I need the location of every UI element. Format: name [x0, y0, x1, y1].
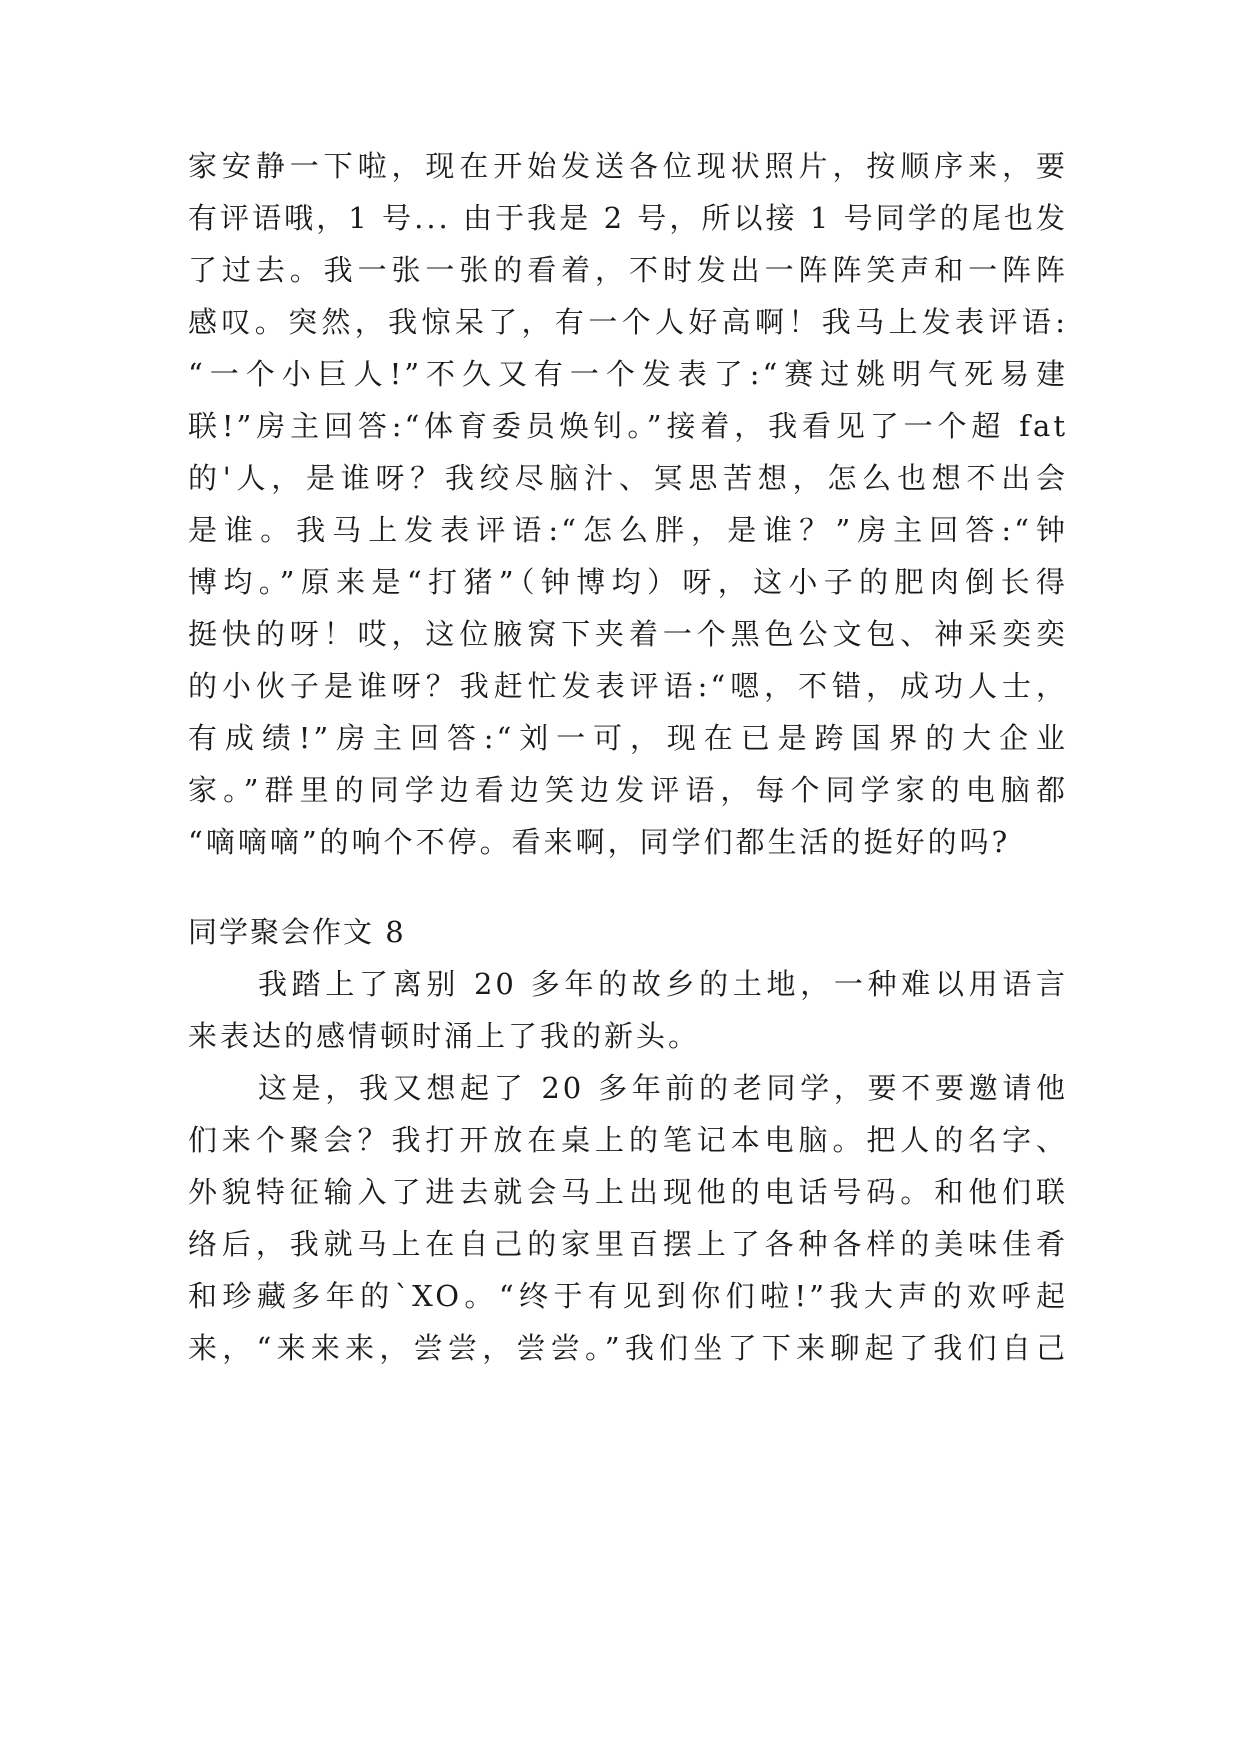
paragraph-1-line-7: 的'人，是谁呀？我绞尽脑汁、冥思苦想，怎么也想不出会 [188, 461, 1068, 495]
paragraph-3-line-4: 络后，我就马上在自己的家里百摆上了各种各样的美味佳肴 [188, 1227, 1068, 1261]
paragraph-1-line-10: 挺快的呀！哎，这位腋窝下夹着一个黑色公文包、神采奕奕 [188, 617, 1068, 651]
paragraph-1-line-3: 了过去。我一张一张的看着，不时发出一阵阵笑声和一阵阵 [188, 253, 1068, 287]
paragraph-1-line-6: 联!”房主回答:“体育委员焕钊。”接着，我看见了一个超 fat [188, 409, 1068, 443]
paragraph-1-line-4: 感叹。突然，我惊呆了，有一个人好高啊！我马上发表评语: [188, 305, 1068, 339]
paragraph-1-line-9: 博均。”原来是“打猪”（钟博均）呀，这小子的肥肉倒长得 [188, 565, 1068, 599]
paragraph-3-line-1: 这是，我又想起了 20 多年前的老同学，要不要邀请他 [258, 1071, 1068, 1105]
paragraph-3-line-5: 和珍藏多年的`XO。“终于有见到你们啦!”我大声的欢呼起 [188, 1279, 1068, 1313]
paragraph-1-line-12: 有成绩!”房主回答:“刘一可，现在已是跨国界的大企业 [188, 721, 1068, 755]
paragraph-1-line-2: 有评语哦，1 号... 由于我是 2 号，所以接 1 号同学的尾也发 [188, 201, 1068, 235]
paragraph-3-line-6: 来，“来来来，尝尝，尝尝。”我们坐了下来聊起了我们自己 [188, 1331, 1068, 1365]
paragraph-1-line-5: “一个小巨人!”不久又有一个发表了:“赛过姚明气死易建 [188, 357, 1068, 391]
paragraph-1-line-13: 家。”群里的同学边看边笑边发评语，每个同学家的电脑都 [188, 773, 1068, 807]
paragraph-1-line-11: 的小伙子是谁呀？我赶忙发表评语:“嗯，不错，成功人士， [188, 669, 1068, 703]
paragraph-3-line-3: 外貌特征输入了进去就会马上出现他的电话号码。和他们联 [188, 1175, 1068, 1209]
paragraph-2-line-1: 我踏上了离别 20 多年的故乡的土地，一种难以用语言 [258, 967, 1068, 1001]
paragraph-1-line-14: “嘀嘀嘀”的响个不停。看来啊，同学们都生活的挺好的吗? [188, 825, 1011, 859]
paragraph-1-line-1: 家安静一下啦，现在开始发送各位现状照片，按顺序来，要 [188, 149, 1068, 183]
paragraph-3-line-2: 们来个聚会？我打开放在桌上的笔记本电脑。把人的名字、 [188, 1123, 1068, 1157]
paragraph-2-line-2: 来表达的感情顿时涌上了我的新头。 [188, 1019, 701, 1053]
section-title: 同学聚会作文 8 [188, 915, 406, 949]
paragraph-1-line-8: 是谁。我马上发表评语:“怎么胖，是谁？”房主回答:“钟 [188, 513, 1068, 547]
